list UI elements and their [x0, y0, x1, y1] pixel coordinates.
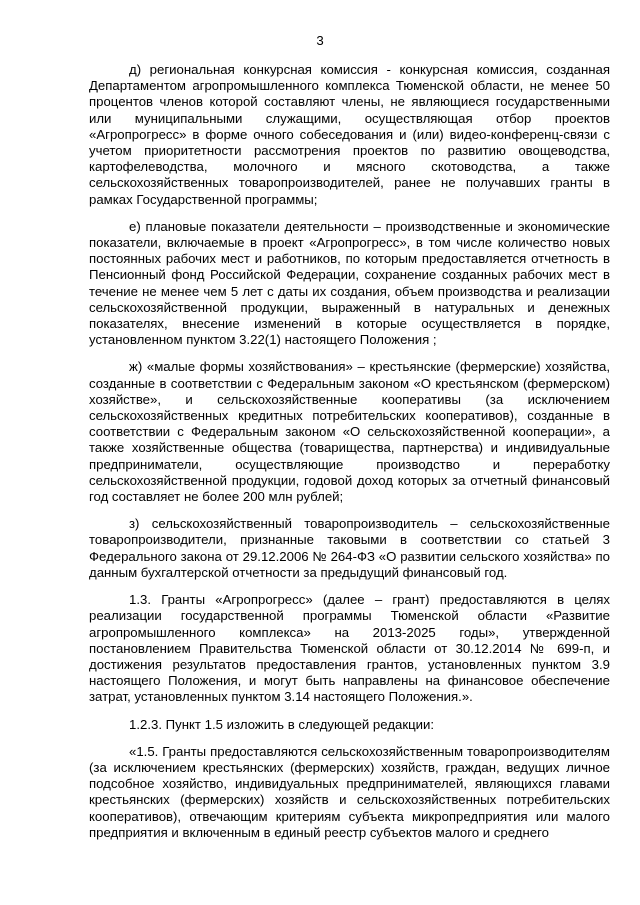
- paragraph-1-5-grants: «1.5. Гранты предоставляются сельскохозяйственным товаропроизводителям (за исключением крестьянских (фермерских) хозяйств, граждан, ведущих личное подсобное хозяйство, индивидуальных предпринимателей, являющихся главами крестьянских (фермерских) хозяйств и сельскохозяйственных потребительских кооперативов), отвечающим критериям субъекта микропредприятия или малого предприятия и включенным в единый реестр субъектов малого и среднего: [89, 743, 610, 840]
- paragraph-z-producer: з) сельскохозяйственный товаропроизводитель – сельскохозяйственные товаропроизводители, признанные таковыми в соответствии со статьей 3 Федерального закона от 29.12.2006 № 264-ФЗ «О развитии сельского хозяйства» по данным бухгалтерской отчетности за предыдущий финансовый год.: [89, 516, 610, 580]
- paragraph-1-3-grants: 1.3. Гранты «Агропрогресс» (далее – грант) предоставляются в целях реализации государственной программы Тюменской области «Развитие агропромышленного комплекса» на 2013-2025 годы», утвержденной постановлением Правительства Тюменской области от 30.12.2014 № 699-п, и достижения результатов предоставления грантов, установленных пунктом 3.9 настоящего Положения, и могут быть направлены на финансовое обеспечение затрат, установленных пунктом 3.14 настоящего Положения.».: [89, 592, 610, 705]
- paragraph-e-planned-indicators: е) плановые показатели деятельности – производственные и экономические показатели, включаемые в проект «Агропрогресс», в том числе количество новых постоянных рабочих мест и работников, по которым предоставляется отчетность в Пенсионный фонд Российской Федерации, сохранение созданных рабочих мест в течение не менее чем 5 лет с даты их создания, объем производства и реализации сельскохозяйственной продукции, выраженный в натуральных и денежных показателях, внесение изменений в которые осуществляется в порядке, установленном пунктом 3.22(1) настоящего Положения ;: [89, 218, 610, 348]
- page-number: 3: [316, 33, 324, 48]
- paragraph-zh-small-forms: ж) «малые формы хозяйствования» – крестьянские (фермерские) хозяйства, созданные в соответствии с Федеральным законом «О крестьянском (фермерском) хозяйстве», и сельскохозяйственные кооперативы (за исключением сельскохозяйственных кредитных потребительских кооперативов), созданные в соответствии с Федеральным законом «О сельскохозяйственной кооперации», а также хозяйственные общества (товарищества, партнерства) и индивидуальные предприниматели, осуществляющие производство и переработку сельскохозяйственной продукции, годовой доход которых за отчетный финансовый год составляет не более 200 млн рублей;: [89, 359, 610, 505]
- paragraph-d-regional-commission: д) региональная конкурсная комиссия - конкурсная комиссия, созданная Департаментом агропромышленного комплекса Тюменской области, не менее 50 процентов членов которой составляют члены, не являющиеся государственными или муниципальными служащими, осуществляющая отбор проектов «Агропрогресс» в форме очного собеседования и (или) видео-конференц-связи с учетом приоритетности рассмотрения проектов по развитию овощеводства, картофелеводства, молочного и мясного скотоводства, а также сельскохозяйственных товаропроизводителей, ранее не получавших гранты в рамках Государственной программы;: [89, 62, 610, 207]
- paragraph-1-2-3-amendment: 1.2.3. Пункт 1.5 изложить в следующей редакции:: [129, 716, 435, 732]
- document-body: [89, 62, 610, 841]
